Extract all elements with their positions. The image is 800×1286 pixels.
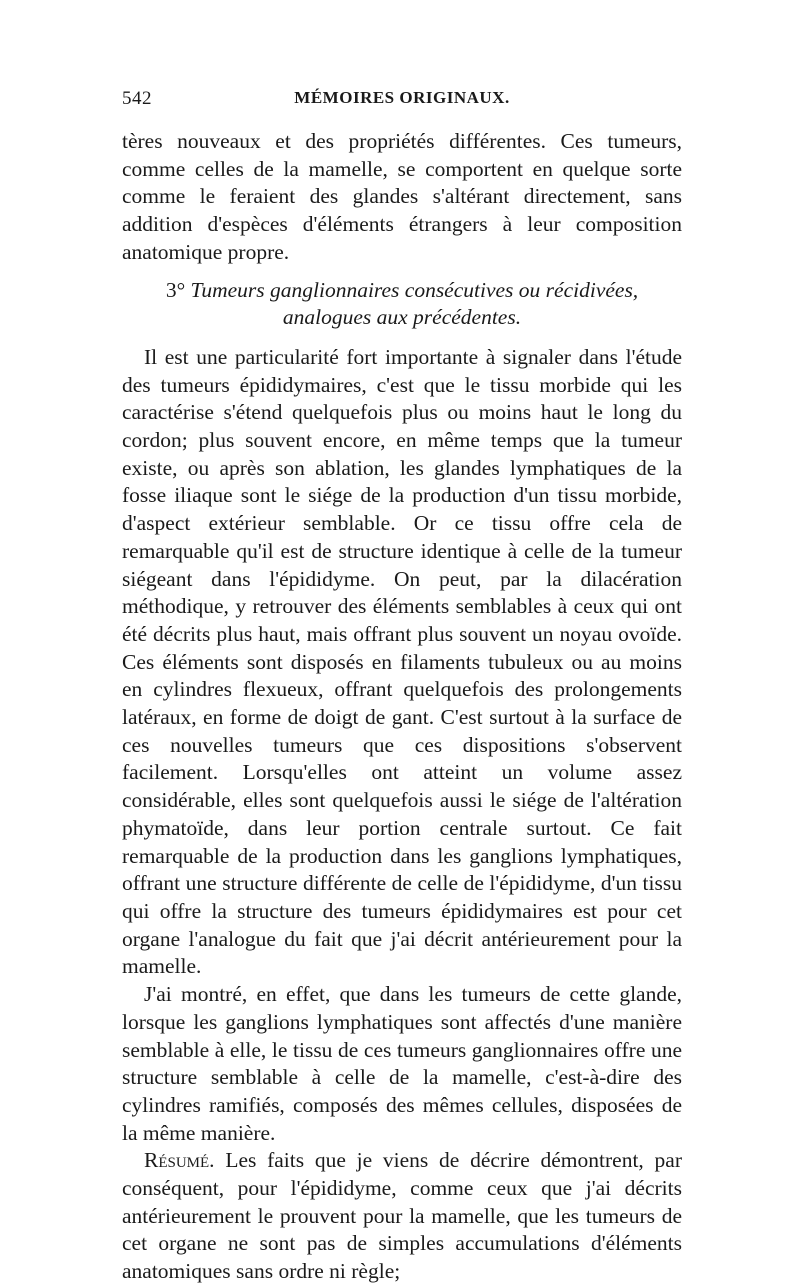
paragraph-1: Il est une particularité fort importante à signaler dans l'étude des tumeurs épididymaires, c'est que le tissu morbide qui les caractérise s'étend quelquefois plus ou moins haut le long du cordon; plus souvent encore, en même temps que la tumeur existe, ou après son ablation, les glandes lymphatiques de la fosse iliaque sont le siége de la production d'un tissu morbide, d'aspect extérieur semblable. Or ce tissu offre cela de remarquable qu'il est de structure identique à celle de la tumeur siégeant dans l'épididyme. On peut, par la dilacération méthodique, y retrouver des éléments semblables à ceux qui ont été décrits plus haut, mais offrant plus souvent un noyau ovoïde. Ces éléments sont disposés en filaments tubuleux ou au moins en cylindres flexueux, offrant quelquefois des prolongements latéraux, en forme de doigt de gant. C'est surtout à la surface de ces nouvelles tumeurs que ces dispositions s'observent facilement. Lorsqu'elles ont atteint un volume assez considérable, elles sont quelquefois aussi le siége de l'altération phymatoïde, dans leur portion centrale surtout. Ce fait remarquable de la production dans les ganglions lymphatiques, offrant une structure différente de celle de l'épididyme, d'un tissu qui offre la structure des tumeurs épididymaires est pour cet organe l'analogue du fait que j'ai décrit antérieurement pour la mamelle. xyxy=(122,344,682,979)
section-title: Tumeurs ganglionnaires consécutives ou récidivées, analogues aux précédentes. xyxy=(190,277,639,330)
section-heading xyxy=(122,277,682,332)
running-title: MÉMOIRES ORIGINAUX. xyxy=(294,88,510,107)
resume-label: Résumé. xyxy=(144,1148,215,1173)
paragraph-resume xyxy=(122,1147,682,1286)
running-head xyxy=(122,88,682,118)
paragraph-2: J'ai montré, en effet, que dans les tumeurs de cette glande, lorsque les ganglions lymphatiques sont affectés d'une manière semblable à elle, le tissu de ces tumeurs ganglionnaires offre une structure semblable à celle de la mamelle, c'est-à-dire des cylindres ramifiés, composés des mêmes cellules, disposées de la même manière. xyxy=(122,982,682,1145)
paragraph-continuation: tères nouveaux et des propriétés différentes. Ces tumeurs, comme celles de la mamelle, se comportent en quelque sorte comme le feraient des glandes s'altérant directement, sans addition d'espèces d'éléments étrangers à leur composition anatomique propre. xyxy=(122,129,682,264)
body-text xyxy=(122,128,682,1286)
page-number: 542 xyxy=(122,88,152,109)
section-number: 3° xyxy=(165,277,186,302)
resume-text: Les faits que je viens de décrire démontrent, par conséquent, pour l'épididyme, comme ceux que j'ai décrits antérieurement le prouvent pour la mamelle, que les tumeurs de cet organe ne sont pas de simples accumulations d'éléments anatomiques sans ordre ni règle; xyxy=(122,1148,682,1284)
